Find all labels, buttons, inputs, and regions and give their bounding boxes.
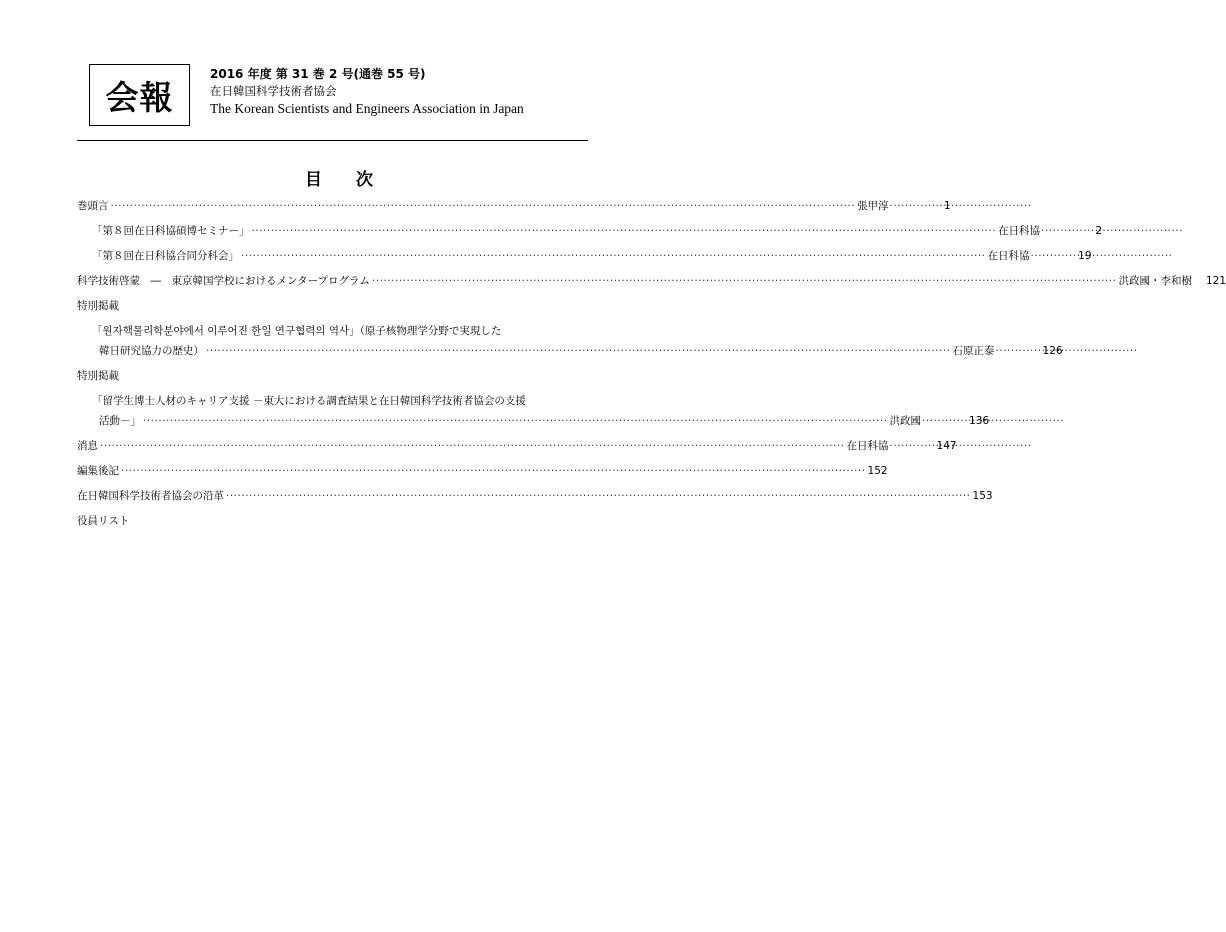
leader-dots [890, 196, 936, 216]
newsletter-logo [89, 64, 190, 126]
leader-dots [121, 461, 866, 481]
toc-entry-continuation[interactable] [77, 411, 990, 431]
toc-entry-title: 編集後記 [77, 465, 119, 477]
toc-entry-author: 洪政國 [889, 415, 922, 427]
toc-section-heading [77, 366, 599, 386]
toc-entry-page: 126 [1042, 345, 1063, 357]
toc-entry[interactable] [77, 196, 951, 216]
toc-entry-page: 1 [943, 200, 951, 212]
toc-entry-continuation[interactable] [77, 341, 1063, 361]
leader-dots [372, 271, 1117, 291]
header-block [210, 66, 524, 117]
toc-entry-title: 在日韓国科学技術者協会の沿革 [77, 490, 224, 502]
toc-entry-title-cont: 韓日研究協力の歴史） [99, 345, 204, 357]
toc-entry[interactable] [77, 271, 1226, 291]
leader-dots [252, 221, 997, 241]
leader-dots [206, 341, 951, 361]
leader-dots [100, 436, 845, 456]
leader-dots [111, 196, 856, 216]
issue-info: 2016 年度 第 31 巻 2 号(通巻 55 号) [210, 67, 426, 81]
toc-entry-author: 石原正泰 [952, 345, 995, 357]
toc-entry-title: 役員リスト [77, 515, 130, 527]
toc-entry-page: 136 [969, 415, 990, 427]
leader-dots [143, 411, 888, 431]
toc-entry[interactable] [77, 461, 888, 481]
leader-dots [241, 246, 986, 266]
toc-entry-page: 147 [936, 440, 957, 452]
toc-entry-title: 巻頭言 [77, 200, 109, 212]
toc-entry-title: 「第８回在日科協碩博セミナー」 [92, 225, 250, 237]
toc-entry-title: 科学技術啓蒙 ― 東京韓国学校におけるメンタープログラム [77, 275, 370, 287]
toc-entry-title: 「留学生博士人材のキャリア支援 －東大における調査結果と在日韓国科学技術者協会の支援 [92, 395, 526, 407]
leader-dots [1031, 246, 1077, 266]
toc-entry[interactable] [77, 246, 1092, 266]
toc-entry-page: 152 [867, 465, 888, 477]
org-name-en: The Korean Scientists and Engineers Association in Japan [210, 101, 524, 116]
leader-dots [226, 486, 971, 506]
toc-entry-author: 在日科協 [998, 225, 1041, 237]
toc-entry-author: 在日科協 [987, 250, 1030, 262]
toc-entry-title-cont: 活動－」 [99, 415, 141, 427]
toc-entry-title: 「第８回在日科協合同分科会」 [92, 250, 239, 262]
org-name-ja: 在日韓国科学技術者協会 [210, 84, 337, 98]
toc-entry[interactable] [77, 221, 1103, 241]
toc-entry[interactable] [77, 436, 957, 456]
toc-entry[interactable] [77, 511, 599, 531]
toc-entry-author: 在日科協 [846, 440, 889, 452]
logo-text: 会報 [105, 77, 174, 117]
toc-entry-page: 19 [1078, 250, 1092, 262]
toc-entry[interactable] [77, 321, 599, 341]
toc-entry-page: 153 [972, 490, 993, 502]
table-of-contents [77, 196, 1226, 531]
leader-dots [1041, 221, 1087, 241]
toc-section-label: 特別掲載 [77, 300, 119, 312]
leader-dots [890, 436, 936, 456]
toc-entry-page: 2 [1095, 225, 1103, 237]
leader-dots [922, 411, 968, 431]
leader-dots [996, 341, 1042, 361]
toc-entry[interactable] [77, 486, 993, 506]
toc-section-label: 特別掲載 [77, 370, 119, 382]
header-divider [77, 140, 588, 141]
toc-title: 目次 [305, 170, 407, 190]
toc-entry[interactable] [77, 391, 599, 411]
toc-section-heading [77, 296, 599, 316]
toc-entry-author: 張甲淳 [857, 200, 889, 212]
toc-entry-page: 121 [1205, 275, 1226, 287]
toc-entry-title: 「원자핵물리학분야에서 이루어진 한일 연구협력의 역사」（原子核物理学分野で実現した [92, 325, 502, 337]
toc-entry-author: 洪政國・李和樹 [1118, 275, 1192, 287]
toc-entry-title: 消息 [77, 440, 98, 452]
